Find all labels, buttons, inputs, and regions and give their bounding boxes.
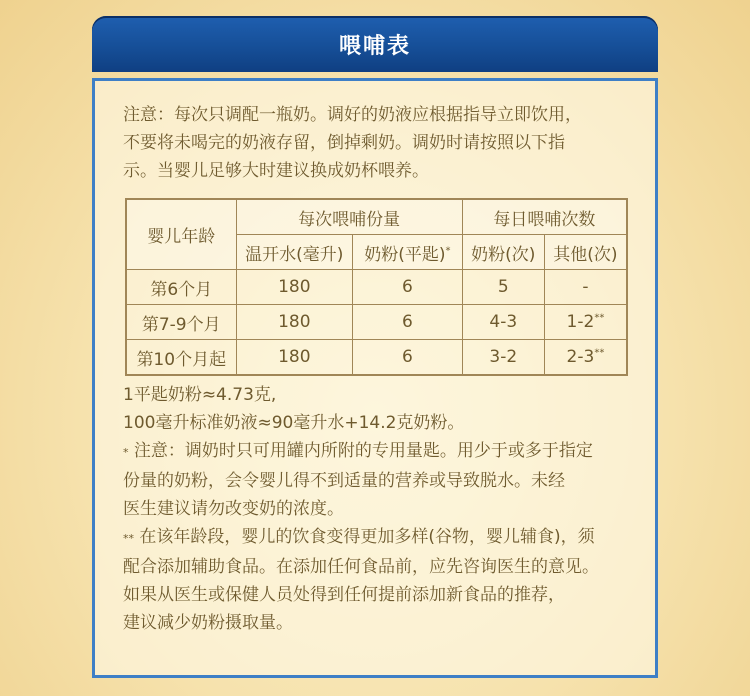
scoops-cell: 6 — [353, 340, 463, 376]
header-bar — [92, 16, 658, 72]
other-cell — [544, 305, 627, 340]
footnote-line — [123, 437, 638, 467]
footnote-text: 注意：调奶时只可用罐内所附的专用量匙。用少于或多于指定 — [128, 441, 593, 461]
formula-cell: 3-2 — [462, 340, 544, 376]
scoops-cell: 6 — [353, 305, 463, 340]
water-cell: 180 — [236, 305, 353, 340]
formula-cell: 4-3 — [462, 305, 544, 340]
table-header-row — [126, 199, 627, 235]
footnote-line: 份量的奶粉，会令婴儿得不到适量的营养或导致脱水。未经 — [123, 471, 565, 491]
age-header: 婴儿年龄 — [126, 199, 236, 270]
feeding-panel — [92, 78, 658, 678]
intro-note — [123, 101, 643, 185]
table-row — [126, 305, 627, 340]
per-feed-header: 每次喂哺份量 — [236, 199, 462, 235]
page-title: 喂哺表 — [338, 33, 411, 59]
conversion-line: 1平匙奶粉≈4.73克, — [123, 385, 277, 405]
scoops-header-label: 奶粉(平匙) — [364, 244, 446, 265]
table-row — [126, 270, 627, 305]
other-mark: ** — [594, 312, 605, 324]
footer-notes — [123, 381, 638, 637]
other-cell — [544, 270, 627, 305]
water-header: 温开水(毫升) — [236, 235, 353, 270]
footnote-line: 如果从医生或保健人员处得到任何提前添加新食品的推荐， — [123, 585, 565, 605]
note-line: 示。当婴儿足够大时建议换成奶杯喂养。 — [123, 161, 429, 181]
footnote-text: 在该年龄段，婴儿的饮食变得更加多样(谷物，婴儿辅食)，须 — [134, 527, 595, 547]
footnote-line: 医生建议请勿改变奶的浓度。 — [123, 499, 344, 519]
daily-header: 每日喂哺次数 — [462, 199, 627, 235]
other-value: - — [582, 277, 589, 297]
age-cell: 第6个月 — [126, 270, 236, 305]
footnote-mark: ** — [123, 532, 134, 545]
other-cell — [544, 340, 627, 376]
footnote-line: 配合添加辅助食品。在添加任何食品前，应先咨询医生的意见。 — [123, 557, 599, 577]
formula-header: 奶粉(次) — [462, 235, 544, 270]
age-cell: 第10个月起 — [126, 340, 236, 376]
scoops-header — [353, 235, 463, 270]
water-cell: 180 — [236, 340, 353, 376]
feeding-table — [125, 198, 628, 376]
note-line: 不要将未喝完的奶液存留，倒掉剩奶。调奶时请按照以下指 — [123, 133, 565, 153]
other-header: 其他(次) — [544, 235, 627, 270]
footnote-line — [123, 523, 638, 553]
scoops-header-mark: * — [445, 244, 451, 256]
other-mark: ** — [594, 347, 605, 359]
footnote-mark: * — [123, 446, 129, 459]
scoops-cell: 6 — [353, 270, 463, 305]
table-row — [126, 340, 627, 376]
water-cell: 180 — [236, 270, 353, 305]
other-value: 1-2 — [566, 312, 595, 332]
note-line: 注意：每次只调配一瓶奶。调好的奶液应根据指导立即饮用， — [123, 105, 582, 125]
formula-cell: 5 — [462, 270, 544, 305]
conversion-line: 100毫升标准奶液≈90毫升水+14.2克奶粉。 — [123, 413, 465, 433]
age-cell: 第7-9个月 — [126, 305, 236, 340]
footnote-line: 建议减少奶粉摄取量。 — [123, 613, 293, 633]
other-value: 2-3 — [566, 347, 595, 367]
